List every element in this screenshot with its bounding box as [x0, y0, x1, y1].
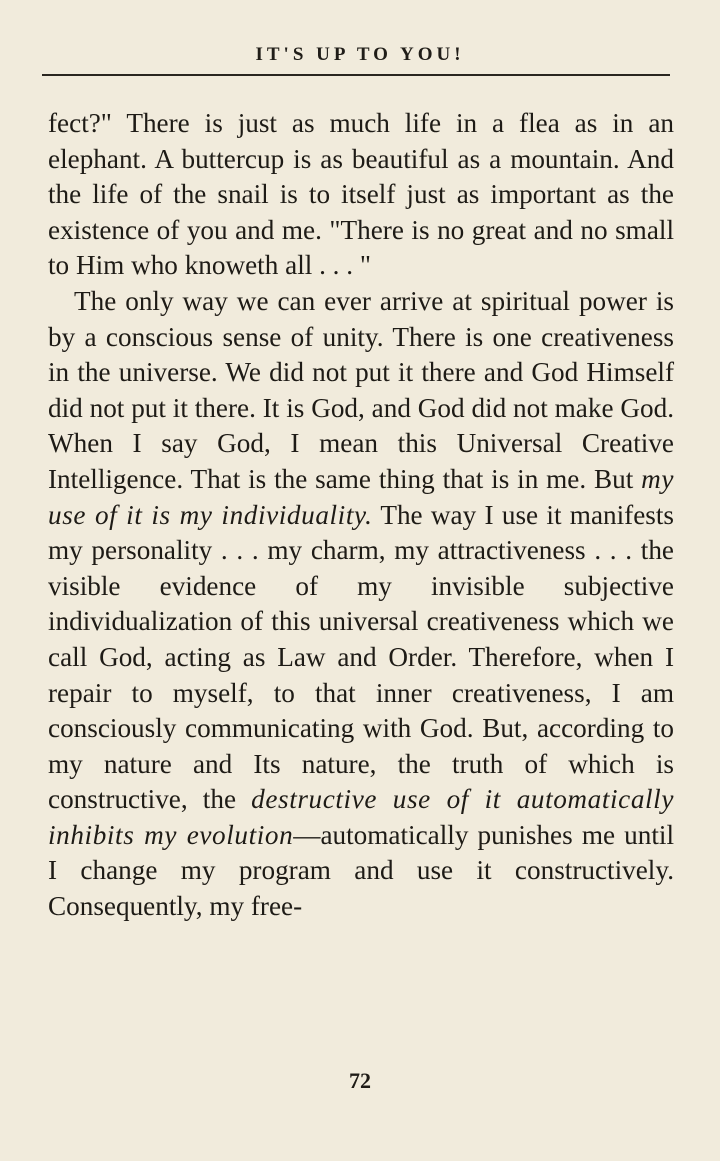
running-head: IT'S UP TO YOU! — [255, 44, 465, 65]
paragraph-2-part-2: The way I use it manifests my personality . . . my charm, my attractiveness . . . the visible evidence of my invisible subjective individualization of this universal creativeness which we call God, acting as Law and Order. Therefore, when I repair to myself, to that inner creativeness, I am consciously communicating with God. But, according to my nature and Its nature, the truth of which is constructive, the — [48, 499, 674, 815]
header-rule — [42, 74, 670, 76]
paragraph-2-part-1: The only way we can ever arrive at spiritual power is by a conscious sense of unity. There is one creativeness in the universe. We did not put it there and God Himself did not put it there. It is God, and God did not make God. When I say God, I mean this Universal Creative Intelligence. That is the same thing that is in me. But — [48, 285, 674, 494]
paragraph-2 — [48, 284, 674, 925]
italic-emphasis-2: destructive use of it automatically inhibits my evolution — [48, 784, 675, 850]
page-number: 72 — [349, 1068, 371, 1093]
paragraph-1: fect?" There is just as much life in a flea as in an elephant. A buttercup is as beautiful as a mountain. And the life of the snail is to itself just as important as the existence of you and me. "There is no great and no small to Him who knoweth all . . . " — [48, 108, 674, 281]
paragraph-2-part-3: —automatically punishes me until I change my program and use it constructively. Consequently, my free- — [48, 819, 674, 922]
body-text — [48, 106, 674, 925]
italic-emphasis-1: my use of it is my individuality. — [48, 463, 674, 530]
